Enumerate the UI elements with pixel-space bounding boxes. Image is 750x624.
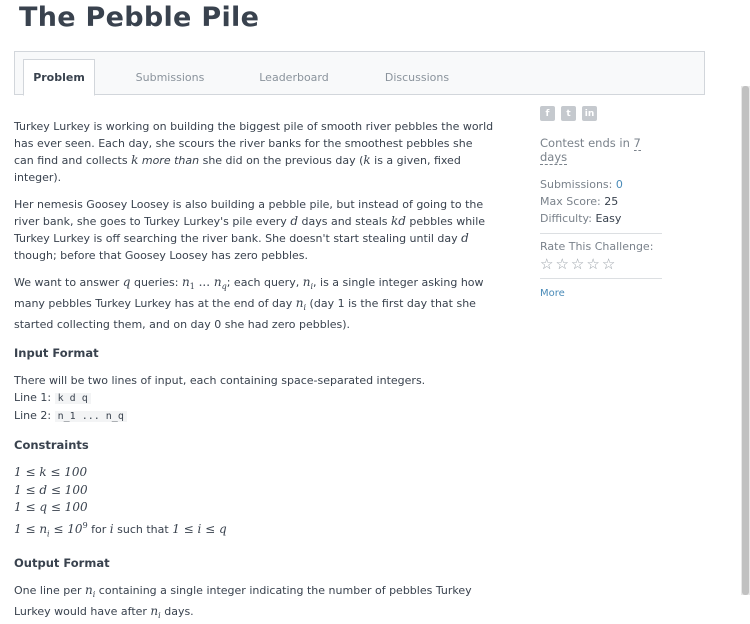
- sidebar-divider: [540, 233, 662, 234]
- input-line-2: Line 2: n_1 ... n_q: [14, 407, 494, 425]
- star-icon-2[interactable]: ☆: [555, 255, 569, 273]
- submissions-link[interactable]: 0: [615, 178, 623, 191]
- star-icon-1[interactable]: ☆: [540, 255, 554, 273]
- star-icon-5[interactable]: ☆: [601, 255, 616, 273]
- output-format-text: One line per $n_i$ containing a single integer indicating the number of pebbles Turkey Lurkey would have after $n_i$ days.: [14, 582, 472, 621]
- difficulty: Difficulty: Easy: [540, 212, 622, 225]
- tab-submissions[interactable]: Submissions: [135, 70, 205, 84]
- submissions-count: Submissions: 0: [540, 178, 623, 191]
- max-score: Max Score: 25: [540, 195, 619, 208]
- facebook-icon[interactable]: f: [540, 106, 555, 121]
- linkedin-icon[interactable]: in: [582, 106, 597, 121]
- tab-discussions[interactable]: Discussions: [384, 70, 450, 84]
- input-format-intro: There will be two lines of input, each containing space-separated integers.: [14, 374, 426, 388]
- twitter-icon[interactable]: t: [561, 106, 576, 121]
- tab-bar: [14, 51, 705, 95]
- constraint-n: $1 \le n_i \le 10^9$ for i such that 1 ≤ i ≤ q: [14, 520, 227, 539]
- constraint-k: 1 ≤ k ≤ 100: [14, 465, 88, 480]
- rate-challenge-label: Rate This Challenge:: [540, 240, 654, 253]
- tab-leaderboard[interactable]: Leaderboard: [259, 70, 329, 84]
- contest-ends: Contest ends in 7 days: [540, 136, 641, 164]
- problem-statement: [14, 118, 494, 624]
- scrollbar-thumb[interactable]: [742, 86, 749, 595]
- rating-stars: [540, 256, 665, 272]
- star-icon-4[interactable]: ☆: [586, 255, 600, 273]
- sidebar-divider-2: [540, 278, 662, 279]
- constraints-heading: Constraints: [14, 438, 89, 453]
- problem-paragraph-3: We want to answer q queries: $n_1$ ... $n_q$; each query, $n_i$, is a single integer asking how many pebbles Turkey Lurkey has at the end of day $n_i$ (day 1 is the first day that she started collecting them, and on day 0 she had zero pebbles).: [14, 275, 484, 332]
- challenge-sidebar: [540, 106, 665, 299]
- problem-paragraph-1: Turkey Lurkey is working on building the biggest pile of smooth river pebbles the world has ever seen. Each day, she scours the river banks for the smoothest pebbles she can find and collects k more than she did on the previous day (k is a given, fixed integer).: [14, 120, 494, 184]
- input-line-1: Line 1: k d q: [14, 389, 494, 407]
- star-icon-3[interactable]: ☆: [570, 255, 585, 273]
- output-format-heading: Output Format: [14, 555, 110, 570]
- contest-ends-days: 7 days: [540, 136, 641, 164]
- input-format-heading: Input Format: [14, 346, 99, 361]
- social-share: [540, 106, 665, 121]
- page-title: The Pebble Pile: [19, 2, 260, 33]
- problem-paragraph-2: Her nemesis Goosey Loosey is also building a pebble pile, but instead of going to the river bank, she goes to Turkey Lurkey's pile every d days and steals kd pebbles while Turkey Lurkey is off searching the river bank. She doesn't start stealing until day d though; before that Goosey Loosey has zero pebbles.: [14, 198, 486, 262]
- constraint-d: 1 ≤ d ≤ 100: [14, 482, 88, 497]
- more-link[interactable]: More: [540, 288, 565, 299]
- constraint-q: 1 ≤ q ≤ 100: [14, 500, 88, 515]
- tab-problem[interactable]: Problem: [23, 59, 95, 96]
